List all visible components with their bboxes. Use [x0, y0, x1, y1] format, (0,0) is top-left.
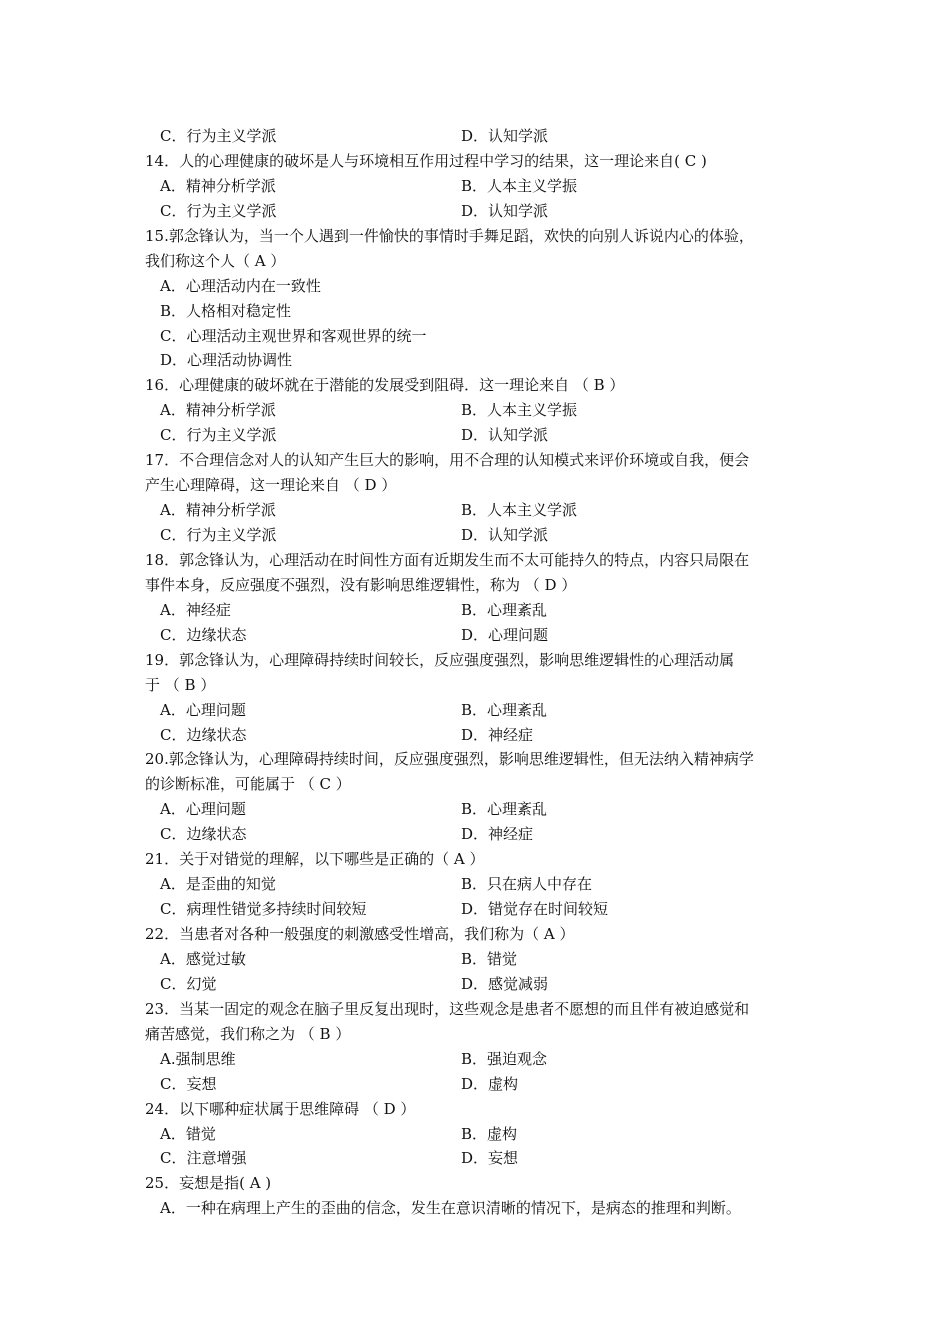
option-left: A．精神分析学派	[160, 176, 276, 195]
options-row	[145, 1072, 815, 1097]
option-left: A．错觉	[160, 1124, 216, 1143]
question-text: 22．当患者对各种一般强度的刺激感受性增高，我们称为（ A ）	[145, 925, 575, 943]
option-right: D．认知学派	[461, 127, 549, 145]
question-text: 我们称这个人（ A ）	[145, 251, 286, 270]
option-line: D．心理活动协调性	[160, 351, 293, 370]
option-right: D．错觉存在时间较短	[461, 900, 609, 919]
option-right: B．人本主义学振	[461, 401, 578, 420]
option-line: A．一种在病理上产生的歪曲的信念，发生在意识清晰的情况下，是病态的推理和判断。	[160, 1199, 741, 1218]
option-line: B．人格相对稳定性	[160, 301, 292, 320]
option-left: A．心理问题	[160, 700, 246, 719]
option-left: C．妄想	[160, 1074, 217, 1093]
question-text: 19．郭念锋认为，心理障碍持续时间较长，反应强度强烈，影响思维逻辑性的心理活动属	[145, 650, 735, 669]
option-right: D．感觉减弱	[461, 974, 549, 993]
question-text: 的诊断标准，可能属于 （ C ）	[145, 775, 351, 794]
option-right: D．认知学派	[461, 426, 549, 445]
document-page	[145, 124, 815, 1221]
option-left: C．注意增强	[160, 1149, 247, 1168]
option-right: B．心理紊乱	[461, 600, 548, 619]
options-row	[145, 723, 815, 748]
options-row	[145, 398, 815, 423]
options-row	[145, 498, 815, 523]
options-row	[145, 822, 815, 847]
options-row	[145, 1122, 815, 1147]
options-row	[145, 199, 815, 224]
question-text: 21．关于对错觉的理解，以下哪些是正确的（ A ）	[145, 850, 485, 869]
options-row	[145, 423, 815, 448]
options-row	[145, 897, 815, 922]
options-row	[145, 872, 815, 897]
option-right: D．认知学派	[461, 526, 549, 544]
option-left: C．行为主义学派	[160, 526, 277, 544]
option-right: B．人本主义学派	[461, 501, 578, 520]
options-row	[145, 174, 815, 199]
option-left: C．行为主义学派	[160, 127, 277, 145]
option-left: A．感觉过敏	[160, 949, 246, 968]
option-right: D．心理问题	[461, 625, 549, 644]
question-text: 24．以下哪种症状属于思维障碍 （ D ）	[145, 1099, 416, 1118]
option-right: B．虚构	[461, 1124, 518, 1143]
option-left: C．病理性错觉多持续时间较短	[160, 900, 367, 919]
option-right: D．神经症	[461, 825, 534, 844]
option-line: C．心理活动主观世界和客观世界的统一	[160, 326, 427, 345]
options-row	[145, 797, 815, 822]
option-left: A.强制思维	[160, 1049, 236, 1068]
options-row	[145, 698, 815, 723]
option-left: A．神经症	[160, 600, 231, 619]
option-right: B．人本主义学振	[461, 176, 578, 195]
option-left: C．行为主义学派	[160, 426, 277, 445]
question-text: 17．不合理信念对人的认知产生巨大的影响，用不合理的认知模式来评价环境或自我，便会	[145, 451, 750, 470]
option-right: B．强迫观念	[461, 1049, 548, 1068]
option-right: B．心理紊乱	[461, 800, 548, 819]
options-row	[145, 623, 815, 648]
question-text: 18．郭念锋认为，心理活动在时间性方面有近期发生而不太可能持久的特点，内容只局限在	[145, 550, 750, 569]
options-row	[145, 124, 815, 149]
option-right: D．虚构	[461, 1074, 519, 1093]
options-row	[145, 598, 815, 623]
option-right: D．认知学派	[461, 201, 549, 220]
options-row	[145, 947, 815, 972]
question-text: 痛苦感觉，我们称之为 （ B ）	[145, 1024, 351, 1043]
option-left: A．精神分析学派	[160, 401, 276, 420]
question-text: 23．当某一固定的观念在脑子里反复出现时，这些观念是患者不愿想的而且伴有被迫感觉和	[145, 999, 750, 1018]
options-row	[145, 972, 815, 997]
question-text: 14．人的心理健康的破坏是人与环境相互作用过程中学习的结果，这一理论来自( C )	[145, 151, 707, 170]
option-right: B．错觉	[461, 949, 518, 968]
option-right: D．神经症	[461, 725, 534, 744]
option-left: C．边缘状态	[160, 625, 247, 644]
option-left: C．边缘状态	[160, 725, 247, 744]
option-left: C．幻觉	[160, 974, 217, 993]
options-row	[145, 1146, 815, 1171]
option-right: B．心理紊乱	[461, 700, 548, 719]
option-left: A．心理问题	[160, 800, 246, 819]
options-row	[145, 1047, 815, 1072]
question-text: 15.郭念锋认为，当一个人遇到一件愉快的事情时手舞足蹈，欢快的向别人诉说内心的体验，	[145, 226, 754, 245]
option-left: C．行为主义学派	[160, 201, 277, 220]
question-text: 25．妄想是指( A )	[145, 1174, 272, 1193]
question-text: 20.郭念锋认为，心理障碍持续时间，反应强度强烈，影响思维逻辑性，但无法纳入精神病学	[145, 750, 754, 769]
option-right: D．妄想	[461, 1149, 519, 1168]
options-row	[145, 523, 815, 548]
question-text: 16．心理健康的破坏就在于潜能的发展受到阻碍．这一理论来自 （ B ）	[145, 376, 625, 395]
option-line: A．心理活动内在一致性	[160, 276, 321, 295]
question-text: 产生心理障碍，这一理论来自 （ D ）	[145, 476, 397, 495]
option-left: C．边缘状态	[160, 825, 247, 844]
question-text: 事件本身，反应强度不强烈，没有影响思维逻辑性，称为 （ D ）	[145, 575, 577, 594]
option-right: B．只在病人中存在	[461, 875, 593, 894]
option-left: A．是歪曲的知觉	[160, 875, 276, 894]
option-left: A．精神分析学派	[160, 501, 276, 520]
question-text: 于 （ B ）	[145, 675, 216, 694]
